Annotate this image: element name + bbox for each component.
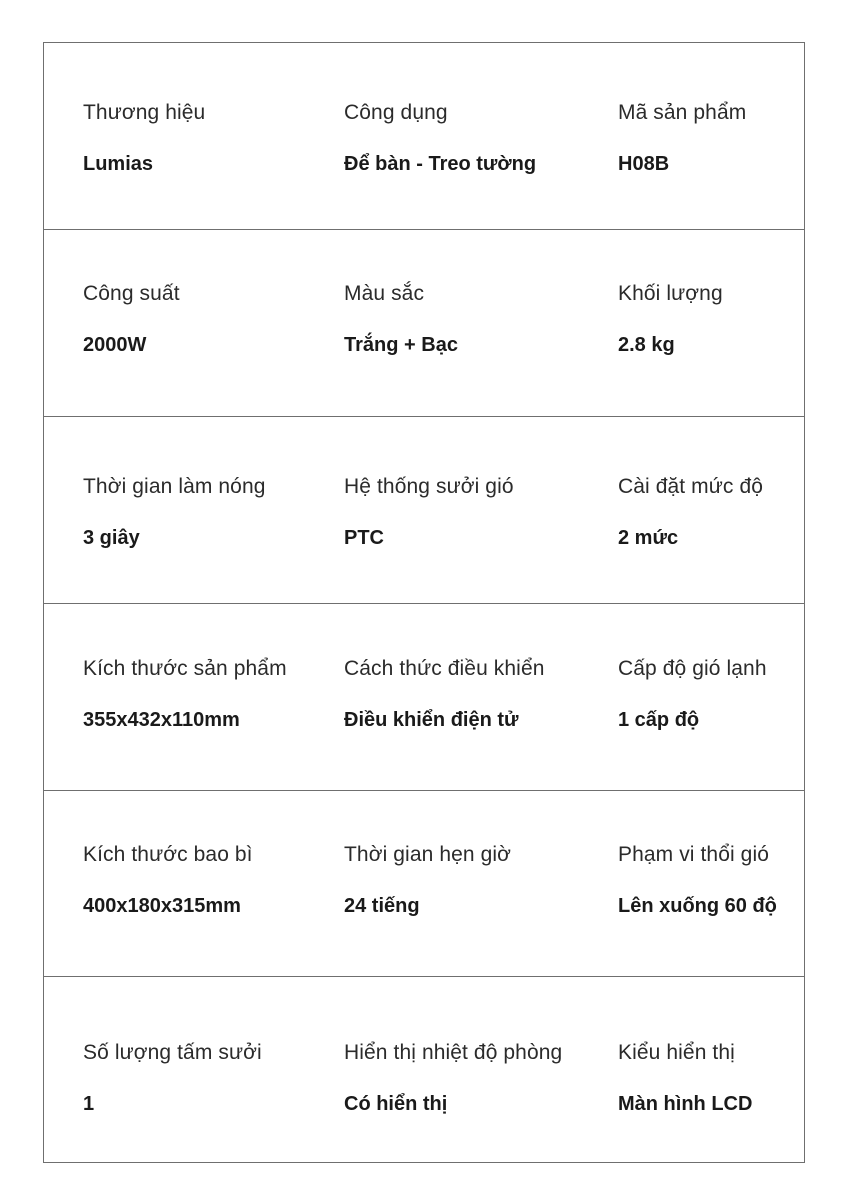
spec-value: 400x180x315mm — [83, 895, 241, 917]
spec-row — [44, 790, 804, 977]
spec-label: Cài đặt mức độ — [618, 475, 764, 498]
spec-row — [44, 976, 804, 1162]
spec-value: Lên xuống 60 độ — [618, 895, 777, 917]
spec-label: Thương hiệu — [83, 101, 206, 124]
spec-value: 24 tiếng — [344, 895, 420, 917]
spec-table — [43, 42, 805, 1163]
spec-value: PTC — [344, 527, 384, 549]
spec-label: Hệ thống sưởi gió — [344, 475, 514, 498]
spec-label: Màu sắc — [344, 282, 425, 305]
spec-label: Công dụng — [344, 101, 448, 124]
spec-value: Trắng + Bạc — [344, 334, 458, 356]
spec-value: H08B — [618, 153, 670, 175]
spec-value: Có hiển thị — [344, 1093, 448, 1115]
spec-label: Số lượng tấm sưởi — [83, 1041, 262, 1064]
spec-value: 355x432x110mm — [83, 709, 240, 731]
spec-label: Kích thước bao bì — [83, 843, 253, 866]
spec-label: Thời gian làm nóng — [83, 475, 266, 498]
spec-row — [44, 229, 804, 416]
spec-value: Lumias — [83, 153, 154, 175]
spec-label: Thời gian hẹn giờ — [344, 843, 512, 866]
spec-value: 3 giây — [83, 527, 140, 549]
spec-value: 2 mức — [618, 527, 679, 549]
spec-value: Để bàn - Treo tường — [344, 153, 537, 175]
spec-value: Điều khiển điện tử — [344, 709, 519, 731]
spec-label: Cấp độ gió lạnh — [618, 657, 767, 680]
spec-value: 1 — [83, 1093, 95, 1115]
spec-row — [44, 416, 804, 603]
spec-label: Cách thức điều khiển — [344, 657, 545, 680]
spec-label: Khối lượng — [618, 282, 723, 305]
spec-label: Phạm vi thổi gió — [618, 843, 770, 866]
spec-label: Mã sản phẩm — [618, 101, 747, 124]
spec-row — [44, 43, 804, 230]
spec-value: 1 cấp độ — [618, 709, 700, 731]
spec-value: 2.8 kg — [618, 334, 675, 356]
spec-label: Hiển thị nhiệt độ phòng — [344, 1041, 563, 1064]
spec-label: Công suất — [83, 282, 180, 305]
spec-value: 2000W — [83, 334, 147, 356]
spec-value: Màn hình LCD — [618, 1093, 753, 1115]
spec-label: Kiểu hiển thị — [618, 1041, 735, 1064]
spec-row — [44, 603, 804, 790]
spec-label: Kích thước sản phẩm — [83, 657, 287, 680]
